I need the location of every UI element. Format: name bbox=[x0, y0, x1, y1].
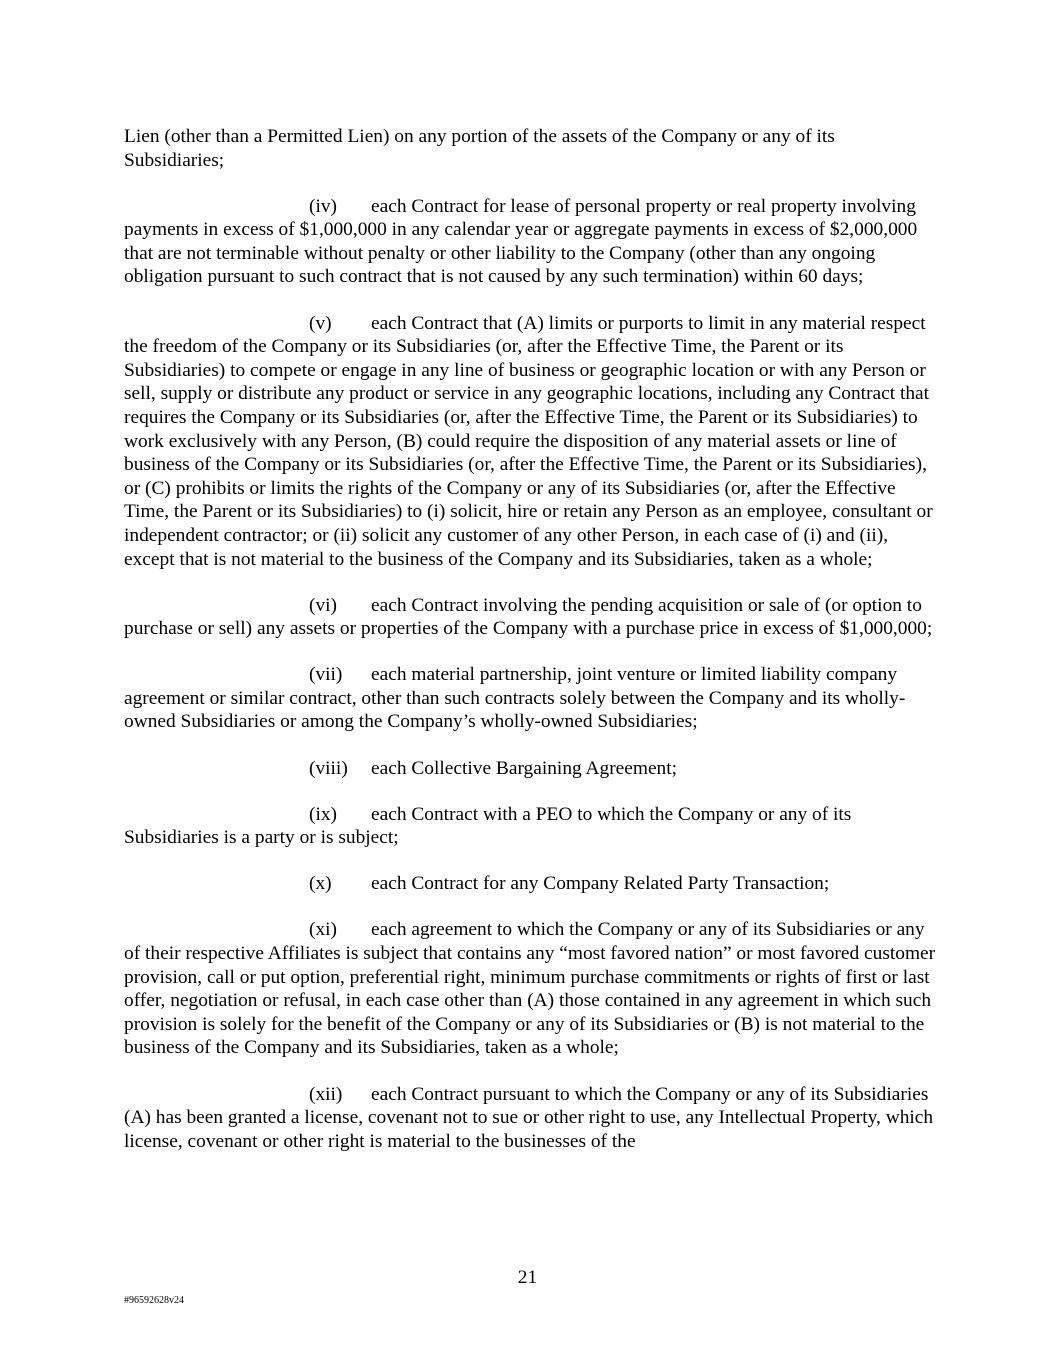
clause-number: (iv) bbox=[309, 195, 337, 217]
clause-text: each Contract pursuant to which the Company or any of its Subsidiaries (A) has been granted a license, covenant not to sue or other right to use, any Intellectual Property, which license, covenant or other right is material to the businesses of the bbox=[124, 1083, 934, 1152]
clause-iv bbox=[124, 195, 936, 289]
clause-text: each Contract with a PEO to which the Company or any of its Subsidiaries is a party or is subject; bbox=[124, 803, 852, 849]
clause-vii bbox=[124, 663, 936, 734]
paragraph-continuation bbox=[124, 125, 936, 172]
clause-viii bbox=[124, 757, 936, 781]
clause-number: (vii) bbox=[309, 664, 343, 686]
clause-x bbox=[124, 872, 936, 896]
clause-xii bbox=[124, 1083, 936, 1154]
clause-number: (xii) bbox=[309, 1083, 343, 1105]
clause-text: each Collective Bargaining Agreement; bbox=[371, 757, 678, 779]
clause-number: (xi) bbox=[309, 919, 337, 941]
document-body bbox=[124, 125, 936, 1176]
clause-number: (x) bbox=[309, 873, 332, 895]
clause-ix bbox=[124, 803, 936, 850]
clause-text: each Contract that (A) limits or purports to limit in any material respect the freedom of the Company or its Subsidiaries (or, after the Effective Time, the Parent or its Subsidiaries) to compete or engage in any line of business or geographic location or with any Person or sell, supply or distribute any product or service in any geographic locations, including any Contract that requires the Company or its Subsidiaries (or, after the Effective Time, the Parent or its Subsidiaries) to work exclusively with any Person, (B) could require the disposition of any material assets or line of business of the Company or its Subsidiaries (or, after the Effective Time, the Parent or its Subsidiaries), or (C) prohibits or limits the rights of the Company or any of its Subsidiaries (or, after the Effective Time, the Parent or its Subsidiaries) to (i) solicit, hire or retain any Person as an employee, consultant or independent contractor; or (ii) solicit any customer of any other Person, in each case of (i) and (ii), except that is not material to the business of the Company and its Subsidiaries, taken as a whole; bbox=[124, 312, 933, 570]
clause-text: each Contract for any Company Related Party Transaction; bbox=[371, 873, 830, 895]
clause-number: (v) bbox=[309, 312, 332, 334]
clause-xi bbox=[124, 918, 936, 1060]
paragraph-text: Lien (other than a Permitted Lien) on any portion of the assets of the Company or any of its Subsidiaries; bbox=[124, 126, 835, 171]
clause-text: each Contract involving the pending acquisition or sale of (or option to purchase or sell) any assets or properties of the Company with a purchase price in excess of $1,000,000; bbox=[124, 594, 933, 640]
clause-number: (ix) bbox=[309, 803, 337, 825]
clause-v bbox=[124, 312, 936, 572]
clause-number: (viii) bbox=[309, 757, 348, 779]
clause-vi bbox=[124, 594, 936, 641]
clause-number: (vi) bbox=[309, 594, 337, 616]
clause-text: each agreement to which the Company or any of its Subsidiaries or any of their respective Affiliates is subject that contains any “most favored nation” or most favored customer provision, call or put option, preferential right, minimum purchase commitments or rights of first or last offer, negotiation or refusal, in each case other than (A) those contained in any agreement in which such provision is solely for the benefit of the Company or any of its Subsidiaries or (B) is not material to the business of the Company and its Subsidiaries, taken as a whole; bbox=[124, 919, 936, 1059]
document-id: #96592628v24 bbox=[124, 1295, 184, 1306]
clause-text: each material partnership, joint venture or limited liability company agreement or similar contract, other than such contracts solely between the Company and its wholly-owned Subsidiaries or among the Company’s wholly-owned Subsidiaries; bbox=[124, 664, 906, 733]
page-number: 21 bbox=[517, 1267, 538, 1288]
clause-text: each Contract for lease of personal property or real property involving payments in excess of $1,000,000 in any calendar year or aggregate payments in excess of $2,000,000 that are not terminable without penalty or other liability to the Company (other than any ongoing obligation pursuant to such contract that is not caused by any such termination) within 60 days; bbox=[124, 195, 918, 288]
